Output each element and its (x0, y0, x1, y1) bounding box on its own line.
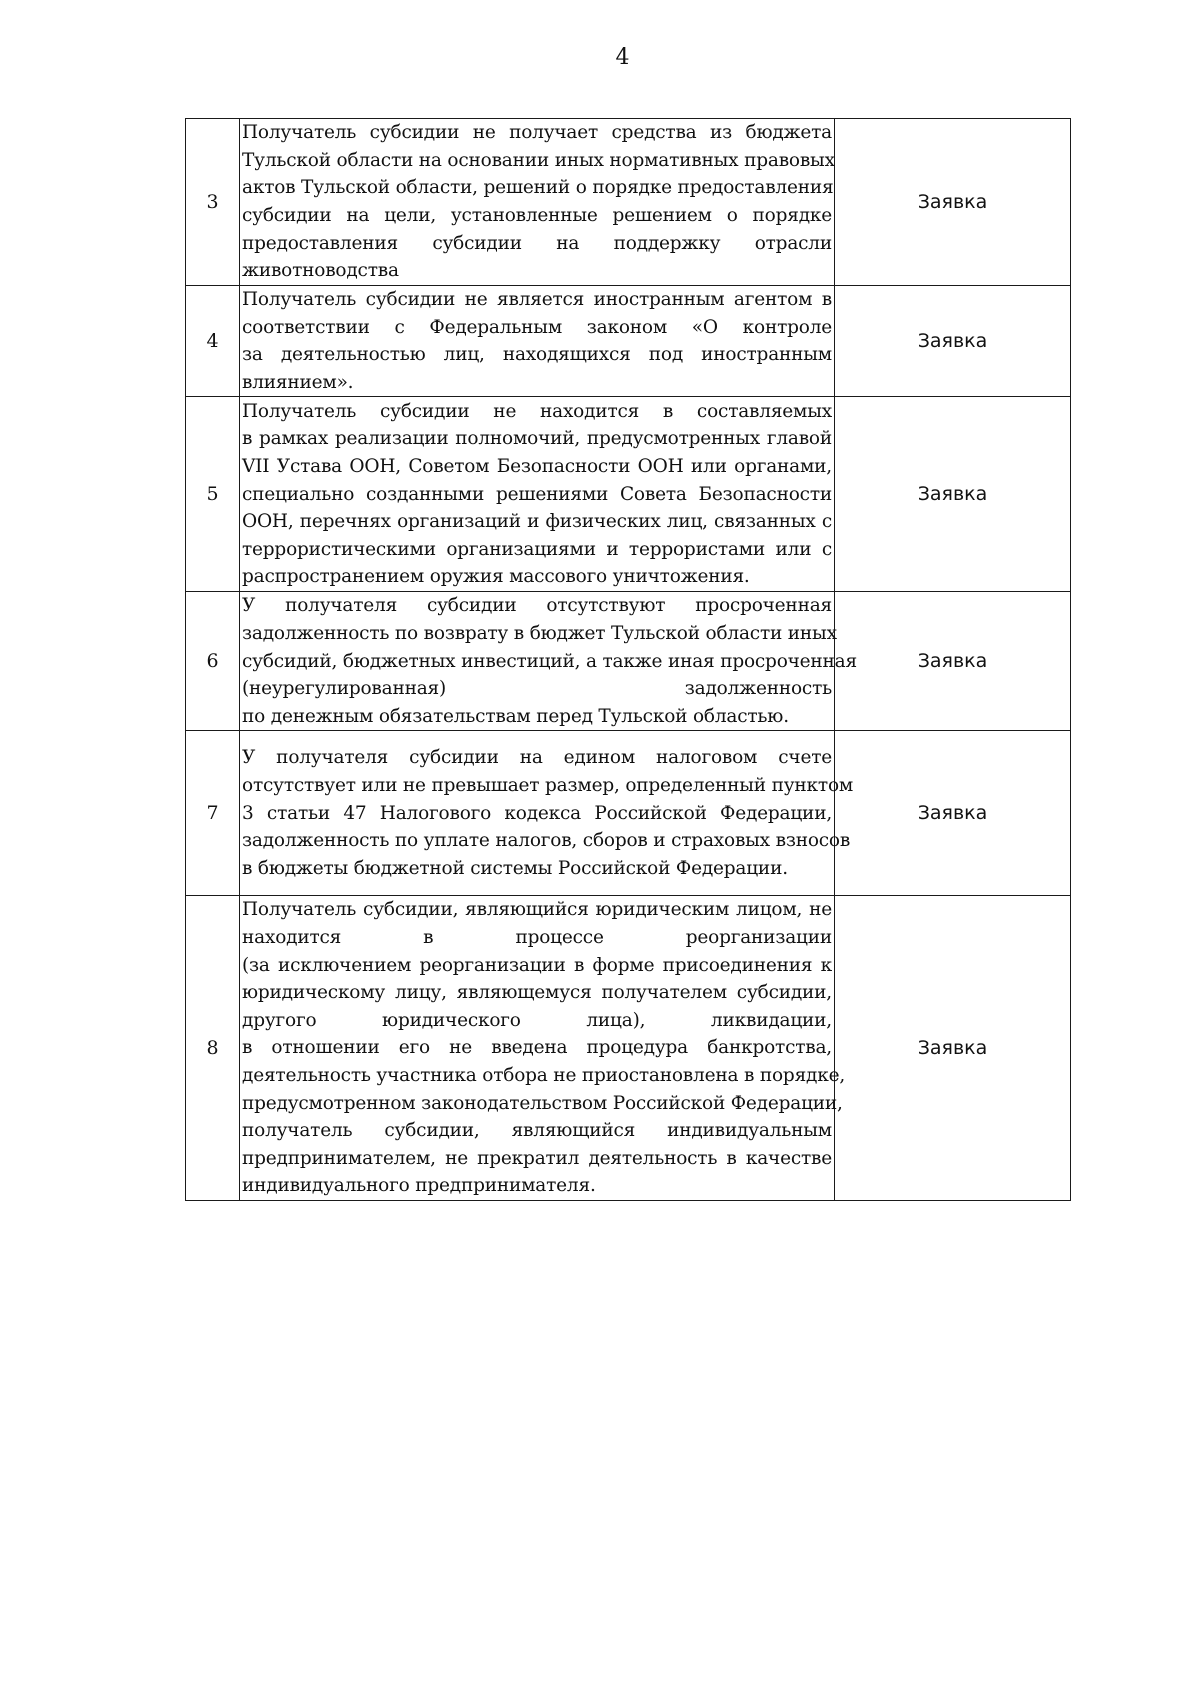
requirement-text (240, 731, 854, 896)
requirements-table (185, 118, 1071, 1201)
requirement-line: специально созданными решениями Совета Безопасности (242, 483, 832, 505)
requirement-line: Получатель субсидии не является иностранным агентом в (242, 289, 832, 310)
requirement-line: террористическими организациями и террористами или с (242, 538, 832, 560)
row-number: 5 (186, 397, 240, 592)
table-row (186, 896, 1071, 1201)
requirement-line: находится в процессе реорганизации (242, 926, 832, 948)
requirement-text (240, 592, 857, 731)
document-type: Заявка (835, 119, 1071, 286)
requirement-line: Получатель субсидии не получает средства из бюджета (242, 122, 832, 144)
table-body (186, 119, 1071, 1201)
requirement-line: в бюджеты бюджетной системы Российской Федерации. (242, 857, 788, 879)
document-type: Заявка (835, 592, 1071, 731)
requirement-text (240, 286, 835, 397)
document-type: Заявка (835, 397, 1071, 592)
requirement-line: Тульской области на основании иных нормативных правовых (242, 149, 835, 171)
row-number: 3 (186, 119, 240, 286)
table-row (186, 592, 1071, 731)
table-row (186, 286, 1071, 397)
requirement-line: предусмотренном законодательством Российской Федерации, (242, 1092, 843, 1114)
requirement-line: в отношении его не введена процедура банкротства, (242, 1037, 832, 1059)
requirement-line: в рамках реализации полномочий, предусмотренных главой (242, 428, 832, 450)
requirement-line: VII Устава ООН, Советом Безопасности ООН или органами, (242, 455, 832, 477)
requirement-line: Получатель субсидии не находится в составляемых (242, 400, 832, 422)
requirement-line: Получатель субсидии, являющийся юридическим лицом, не (242, 899, 832, 921)
requirement-line: индивидуального предпринимателя. (242, 1175, 596, 1197)
requirement-line: животноводства (242, 260, 399, 282)
table-row (186, 731, 1071, 896)
requirement-line: деятельность участника отбора не приостановлена в порядке, (242, 1064, 846, 1086)
row-number: 7 (186, 731, 240, 896)
requirement-text (240, 397, 835, 592)
requirement-line: ООН, перечнях организаций и физических лиц, связанных с (242, 511, 832, 533)
requirement-line: (неурегулированная) задолженность (242, 678, 832, 700)
requirement-line: субсидий, бюджетных инвестиций, а также иная просроченная (242, 650, 857, 672)
requirement-line: за деятельностью лиц, находящихся под иностранным (242, 344, 832, 366)
document-type: Заявка (835, 731, 1071, 896)
requirement-line: другого юридического лица), ликвидации, (242, 1009, 832, 1031)
requirement-line: предпринимателем, не прекратил деятельность в качестве (242, 1147, 832, 1169)
requirement-line: задолженность по уплате налогов, сборов и страховых взносов (242, 830, 851, 852)
requirement-line: субсидии на цели, установленные решением о порядке (242, 205, 832, 226)
requirement-line: соответствии с Федеральным законом «О контроле (242, 316, 832, 338)
table-row (186, 119, 1071, 286)
requirement-line: отсутствует или не превышает размер, определенный пунктом (242, 774, 854, 796)
requirement-line: задолженность по возврату в бюджет Тульской области иных (242, 622, 837, 644)
requirement-line: (за исключением реорганизации в форме присоединения к (242, 954, 832, 976)
requirement-text (240, 119, 835, 286)
document-type: Заявка (835, 896, 1071, 1201)
row-number: 8 (186, 896, 240, 1201)
table-row (186, 397, 1071, 592)
requirement-line: получатель субсидии, являющийся индивидуальным (242, 1120, 832, 1142)
requirement-line: 3 статьи 47 Налогового кодекса Российской Федерации, (242, 802, 832, 824)
requirement-text (240, 896, 846, 1201)
row-number: 4 (186, 286, 240, 397)
requirement-line: У получателя субсидии отсутствуют просроченная (242, 595, 832, 617)
requirement-line: У получателя субсидии на едином налоговом счете (242, 747, 832, 769)
requirement-line: предоставления субсидии на поддержку отрасли (242, 232, 832, 254)
requirement-line: распространением оружия массового уничтожения. (242, 566, 750, 588)
document-type: Заявка (835, 286, 1071, 397)
page-number: 4 (615, 45, 630, 70)
requirement-line: влиянием». (242, 371, 354, 393)
requirement-line: актов Тульской области, решений о порядке предоставления (242, 177, 834, 199)
requirement-line: юридическому лицу, являющемуся получателем субсидии, (242, 982, 832, 1004)
requirement-line: по денежным обязательствам перед Тульской областью. (242, 705, 789, 727)
row-number: 6 (186, 592, 240, 731)
